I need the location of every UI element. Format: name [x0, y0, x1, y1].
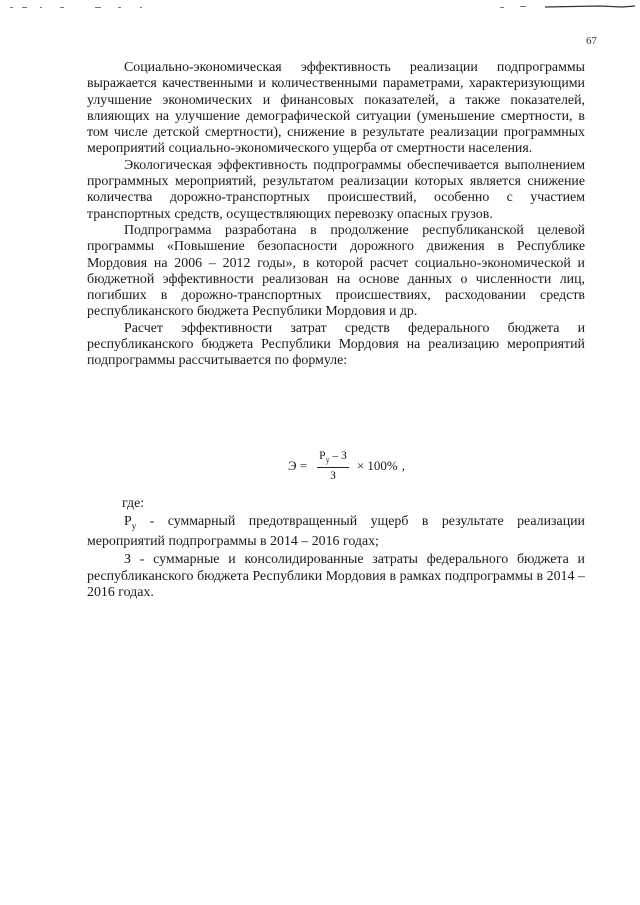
py-symbol: Р — [124, 514, 132, 529]
scan-artifact-marks — [0, 4, 640, 12]
formula-lhs: Э = — [288, 458, 308, 473]
definition-py — [87, 514, 585, 550]
paragraph-ecological: Экологическая эффективность подпрограммы обеспечивается выполнением программных мероприятий, результатом реализации которых является снижение количества дорожно-транспортных происшествий, особенно с участием транспортных средств, осуществляющих перевозку опасных грузов. — [87, 157, 585, 222]
formula-multiplier: × 100% — [356, 458, 398, 473]
efficiency-formula — [288, 444, 405, 488]
paragraph-efficiency-calculation: Расчет эффективности затрат средств федерального бюджета и республиканского бюджета Республики Мордовия на реализацию мероприятий подпрограммы рассчитывается по формуле: — [87, 320, 585, 369]
formula-denominator: З — [330, 469, 336, 482]
formula-numerator-var: Р — [319, 450, 326, 463]
body-text — [87, 60, 585, 370]
where-label: где: — [122, 496, 145, 511]
formula-numerator — [317, 450, 349, 467]
formula-numerator-rest: – З — [329, 450, 347, 463]
py-subscript: у — [131, 520, 137, 531]
paragraph-program-origin: Подпрограмма разработана в продолжение республиканской целевой программы «Повышение безопасности дорожного движения в Республике Мордовия на 2006 – 2012 годы», в которой расчет социально-экономической и бюджетной эффективности реализован на основе данных о численности лиц, погибших в дорожно-транспортных происшествиях, расходовании средств республиканского бюджета Республики Мордовия и др. — [87, 222, 585, 320]
formula-tail: , — [401, 458, 406, 473]
formula-fraction — [317, 450, 349, 481]
page-number: 67 — [586, 35, 597, 47]
definition-z: З - суммарные и консолидированные затраты федерального бюджета и республиканского бюджета Республики Мордовия в рамках подпрограммы в 2014 – 2016 годах. — [87, 552, 585, 600]
py-definition-text: - суммарный предотвращенный ущерб в результате реализации мероприятий подпрограммы в 2014 – 2016 годах; — [87, 514, 585, 550]
paragraph-social-economic: Социально-экономическая эффективность реализации подпрограммы выражается качественными и количественными параметрами, характеризующими улучшение экономических и финансовых показателей, а также показателей, влияющих на улучшение демографической ситуации (уменьшение смертности, в том числе детской смертности), снижение в результате реализации программных мероприятий социально-экономического ущерба от смертности населения. — [87, 60, 585, 157]
formula-definitions — [87, 514, 585, 603]
formula-numerator-sub: у — [325, 455, 330, 465]
